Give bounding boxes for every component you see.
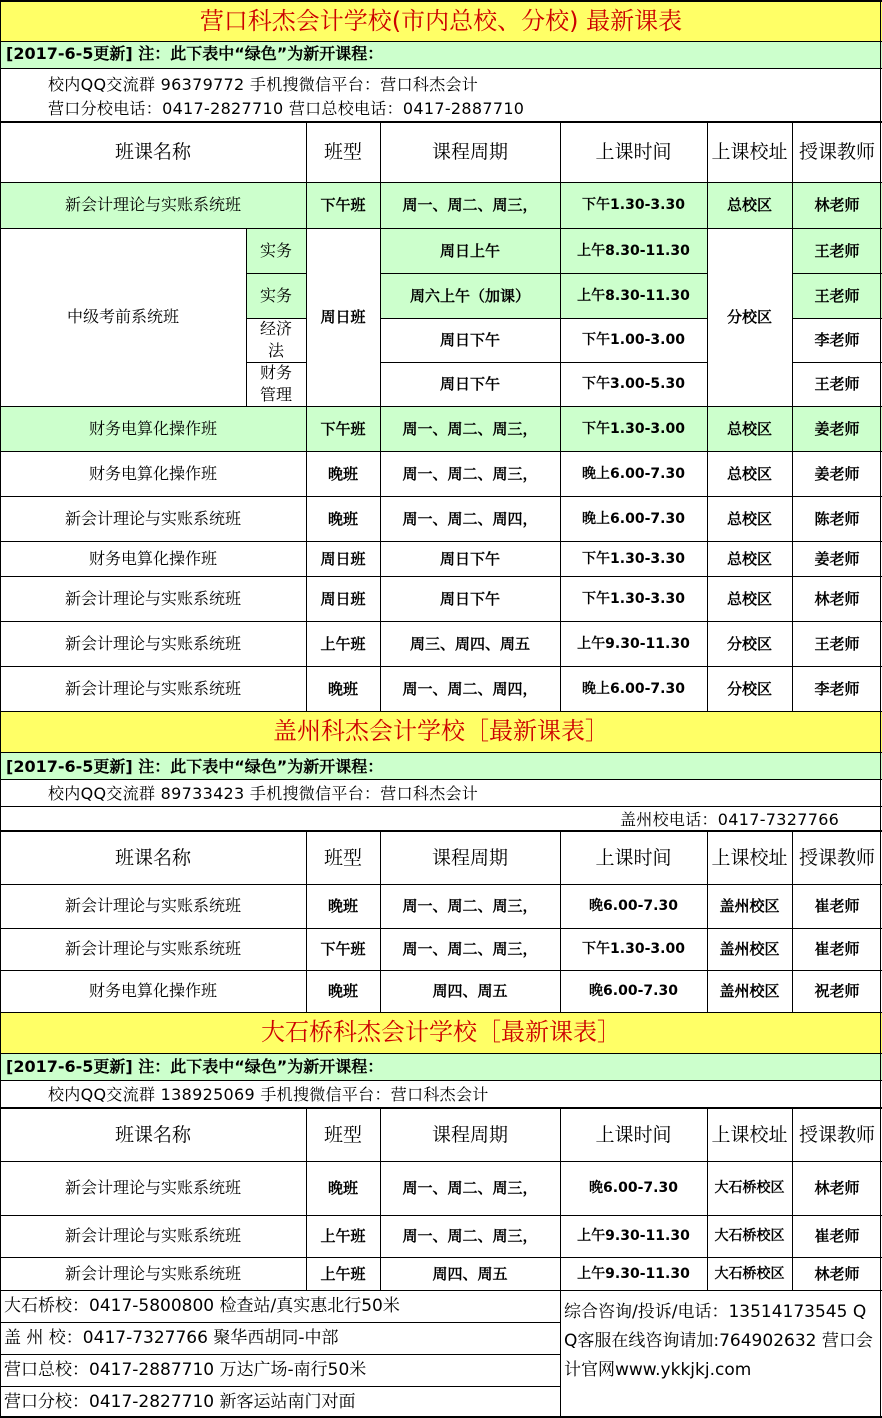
section1-phone-info: 营口分校电话：0417-2827710 营口总校电话：0417-2887710 xyxy=(48,99,525,118)
section2-qq-info: 校内QQ交流群 89733423 手机搜微信平台：营口科杰会计 xyxy=(48,784,479,803)
grid-line xyxy=(0,1386,560,1387)
s2-period-cell: 周一、周二、周三， xyxy=(402,940,538,958)
grid-line xyxy=(0,621,882,622)
s3-site-cell: 大石桥校区 xyxy=(714,1180,785,1196)
mid-teacher-cell: 李老师 xyxy=(814,331,860,349)
mid-time-cell: 上午8.30-11.30 xyxy=(577,242,690,259)
mid-subject-cell: 经济法 xyxy=(259,319,292,360)
grid-line xyxy=(0,970,882,971)
s3-type-cell: 上午班 xyxy=(320,1227,366,1245)
grid-line xyxy=(792,831,793,1012)
s1-site-cell: 分校区 xyxy=(726,634,772,653)
s3-teacher-cell: 林老师 xyxy=(814,1264,860,1283)
s1-time-cell: 下午1.30-3.30 xyxy=(582,550,685,567)
grid-line xyxy=(0,1322,560,1323)
footer-line-gaizhou: 盖 州 校：0417-7327766 聚华西胡同-中部 xyxy=(4,1328,339,1348)
grid-line xyxy=(246,228,247,406)
s3-period-cell: 周一、周二、周三， xyxy=(402,1227,538,1245)
s2-site-cell: 盖州校区 xyxy=(719,897,780,915)
mid-teacher-cell: 王老师 xyxy=(814,375,860,393)
table-row xyxy=(0,318,882,362)
table-row xyxy=(0,182,882,228)
mid-subject-cell: 实务 xyxy=(259,285,292,305)
section2-update-note: [2017-6-5更新] 注：此下表中“绿色”为新开课程： xyxy=(6,757,384,776)
s2-type-cell: 晚班 xyxy=(327,897,358,915)
grid-line xyxy=(0,1053,882,1054)
s1-type-cell: 周日班 xyxy=(320,549,366,568)
s2-site-cell: 盖州校区 xyxy=(719,940,780,958)
s1-type-cell: 晚班 xyxy=(327,679,358,698)
mid-subject-cell: 财务管理 xyxy=(259,363,292,404)
grid-line xyxy=(792,1108,793,1290)
grid-line xyxy=(306,1108,307,1290)
grid-line xyxy=(707,831,708,1012)
table-row xyxy=(0,362,882,406)
table-row xyxy=(0,496,882,541)
s2-header-class-type: 班型 xyxy=(323,846,362,869)
s2-period-cell: 周一、周二、周三， xyxy=(402,897,538,915)
table-row xyxy=(0,451,882,496)
grid-line xyxy=(880,0,881,1418)
s3-header-teacher: 授课教师 xyxy=(798,1123,875,1146)
s1-teacher-cell: 林老师 xyxy=(814,196,860,214)
grid-line xyxy=(0,68,882,69)
grid-line xyxy=(0,884,882,885)
s3-time-cell: 上午9.30-11.30 xyxy=(577,1265,690,1282)
s1-period-cell: 周日下午 xyxy=(439,549,500,568)
grid-line xyxy=(0,451,882,452)
section1-title: 营口科杰会计学校(市内总校、分校) 最新课表 xyxy=(199,7,683,35)
footer-contact-info: 综合咨询/投诉/电话：13514173545 QQ客服在线咨询请加:764902632 营口会计官网www.ykkjkj.com xyxy=(564,1302,873,1380)
section1-update-note: [2017-6-5更新] 注：此下表中“绿色”为新开课程： xyxy=(6,44,384,63)
grid-line xyxy=(0,576,882,577)
grid-line xyxy=(246,273,306,274)
table-row xyxy=(0,228,882,273)
grid-line xyxy=(560,831,561,1012)
grid-line xyxy=(0,182,882,183)
s1-site-cell: 总校区 xyxy=(726,589,772,608)
grid-line xyxy=(0,830,882,832)
section2-title: 盖州科杰会计学校［最新课表］ xyxy=(273,717,609,745)
s1-period-cell: 周一、周二、周三， xyxy=(402,464,538,483)
mid-teacher-cell: 王老师 xyxy=(814,286,860,305)
s1-header-time: 上课时间 xyxy=(595,141,672,163)
s3-period-cell: 周一、周二、周三， xyxy=(402,1179,538,1197)
footer-line-dashiqiao: 大石桥校：0417-5800800 检查站/真实惠北行50米 xyxy=(4,1296,400,1316)
grid-line xyxy=(0,806,882,807)
s1-name-cell: 财务电算化操作班 xyxy=(88,418,217,438)
s1-time-cell: 晚上6.00-7.30 xyxy=(582,510,685,527)
table-row xyxy=(0,406,882,451)
s1-header-class-type: 班型 xyxy=(323,141,362,163)
grid-line xyxy=(0,779,882,780)
grid-line xyxy=(0,1107,882,1109)
s2-header-course-name: 班课名称 xyxy=(114,846,191,869)
s1-period-cell: 周一、周二、周四， xyxy=(402,679,538,698)
s1-time-cell: 下午1.30-3.00 xyxy=(582,420,685,437)
s2-name-cell: 新会计理论与实账系统班 xyxy=(64,896,241,915)
mid-time-cell: 上午8.30-11.30 xyxy=(577,287,690,304)
grid-line xyxy=(380,831,381,1012)
s1-period-cell: 周一、周二、周三， xyxy=(402,196,538,214)
s2-type-cell: 晚班 xyxy=(327,982,358,1000)
s3-site-cell: 大石桥校区 xyxy=(714,1228,785,1244)
grid-line xyxy=(707,1108,708,1290)
footer-line-yingkou-main: 营口总校：0417-2887710 万达广场-南行50米 xyxy=(4,1360,367,1380)
s1-header-period: 课程周期 xyxy=(431,141,508,163)
s1-teacher-cell: 王老师 xyxy=(814,634,860,653)
s3-type-cell: 晚班 xyxy=(327,1179,358,1197)
s3-time-cell: 上午9.30-11.30 xyxy=(577,1228,690,1244)
grid-line xyxy=(560,1290,561,1418)
table-row xyxy=(0,1161,882,1215)
mid-course-type: 周日班 xyxy=(320,308,366,326)
s2-time-cell: 晚6.00-7.30 xyxy=(589,983,678,999)
table-row xyxy=(0,541,882,576)
grid-line xyxy=(0,228,882,229)
s3-site-cell: 大石桥校区 xyxy=(714,1265,785,1282)
s2-header-site: 上课校址 xyxy=(711,846,788,869)
grid-line xyxy=(306,831,307,1012)
table-row xyxy=(0,1257,882,1290)
s2-header-period: 课程周期 xyxy=(431,846,508,869)
s3-header-site: 上课校址 xyxy=(711,1123,788,1146)
table-row xyxy=(0,928,882,970)
s1-type-cell: 周日班 xyxy=(320,589,366,608)
s2-teacher-cell: 崔老师 xyxy=(814,940,860,958)
s1-teacher-cell: 林老师 xyxy=(814,589,860,608)
mid-time-cell: 下午1.00-3.00 xyxy=(582,332,685,348)
table-row xyxy=(0,970,882,1012)
grid-line xyxy=(0,406,882,407)
grid-line xyxy=(246,362,306,363)
s3-time-cell: 晚6.00-7.30 xyxy=(589,1180,678,1196)
s2-site-cell: 盖州校区 xyxy=(719,982,780,1000)
grid-line xyxy=(792,122,793,711)
grid-line xyxy=(0,666,882,667)
footer-line-yingkou-branch: 营口分校：0417-2827710 新客运站南门对面 xyxy=(4,1392,356,1412)
grid-line xyxy=(380,1108,381,1290)
grid-line xyxy=(0,1080,882,1081)
s1-type-cell: 晚班 xyxy=(327,464,358,483)
mid-period-cell: 周日下午 xyxy=(439,375,500,393)
s1-type-cell: 下午班 xyxy=(320,419,366,438)
table-row xyxy=(0,273,882,318)
grid-line xyxy=(306,122,307,711)
mid-time-cell: 下午3.00-5.30 xyxy=(582,376,685,392)
s3-period-cell: 周四、周五 xyxy=(432,1264,508,1283)
mid-subject-cell: 实务 xyxy=(259,240,292,260)
section3-title: 大石桥科杰会计学校［最新课表］ xyxy=(261,1018,621,1046)
mid-teacher-cell: 王老师 xyxy=(814,241,860,260)
s1-site-cell: 总校区 xyxy=(726,509,772,528)
section1-qq-info: 校内QQ交流群 96379772 手机搜微信平台：营口科杰会计 xyxy=(48,75,479,94)
s3-type-cell: 上午班 xyxy=(320,1264,366,1283)
s1-period-cell: 周三、周四、周五 xyxy=(409,634,530,653)
s2-teacher-cell: 崔老师 xyxy=(814,897,860,915)
grid-line xyxy=(0,1161,882,1162)
grid-line xyxy=(0,0,1,1418)
s1-type-cell: 上午班 xyxy=(320,634,366,653)
s2-time-cell: 晚6.00-7.30 xyxy=(589,898,678,914)
grid-line xyxy=(0,928,882,929)
grid-line xyxy=(707,122,708,711)
s1-site-cell: 分校区 xyxy=(726,679,772,698)
s2-time-cell: 下午1.30-3.00 xyxy=(582,941,685,957)
s1-teacher-cell: 姜老师 xyxy=(814,549,860,568)
mid-period-cell: 周六上午（加课） xyxy=(409,286,530,305)
s1-period-cell: 周日下午 xyxy=(439,589,500,608)
s1-header-site: 上课校址 xyxy=(711,141,788,163)
grid-line xyxy=(0,541,882,542)
s1-time-cell: 下午1.30-3.30 xyxy=(582,197,685,213)
grid-line xyxy=(380,273,707,274)
grid-line xyxy=(0,1257,882,1258)
s3-teacher-cell: 林老师 xyxy=(814,1179,860,1197)
s1-time-cell: 晚上6.00-7.30 xyxy=(582,465,685,482)
grid-line xyxy=(792,318,882,319)
s1-time-cell: 上午9.30-11.30 xyxy=(577,635,690,652)
s1-name-cell: 新会计理论与实账系统班 xyxy=(64,508,241,528)
s1-site-cell: 总校区 xyxy=(726,549,772,568)
s1-teacher-cell: 姜老师 xyxy=(814,419,860,438)
section2-phone-info: 盖州校电话：0417-7327766 xyxy=(620,810,840,829)
grid-line xyxy=(0,1354,560,1355)
grid-line xyxy=(0,0,882,2)
s2-teacher-cell: 祝老师 xyxy=(814,982,860,1000)
s1-teacher-cell: 李老师 xyxy=(814,679,860,698)
s1-name-cell: 财务电算化操作班 xyxy=(88,463,217,483)
section3-update-note: [2017-6-5更新] 注：此下表中“绿色”为新开课程： xyxy=(6,1057,384,1076)
grid-line xyxy=(0,1012,882,1013)
mid-period-cell: 周日下午 xyxy=(439,331,500,349)
s3-header-time: 上课时间 xyxy=(595,1123,672,1146)
grid-line xyxy=(560,122,561,711)
s3-header-period: 课程周期 xyxy=(431,1123,508,1146)
s1-name-cell: 新会计理论与实账系统班 xyxy=(64,633,241,653)
grid-line xyxy=(0,496,882,497)
s1-name-cell: 新会计理论与实账系统班 xyxy=(64,678,241,698)
grid-line xyxy=(560,1108,561,1290)
grid-line xyxy=(0,121,882,123)
grid-line xyxy=(380,362,707,363)
s1-type-cell: 下午班 xyxy=(320,196,366,214)
s3-name-cell: 新会计理论与实账系统班 xyxy=(64,1263,241,1283)
s2-name-cell: 新会计理论与实账系统班 xyxy=(64,939,241,958)
s1-name-cell: 新会计理论与实账系统班 xyxy=(64,588,241,608)
table-row xyxy=(0,621,882,666)
s1-teacher-cell: 陈老师 xyxy=(814,509,860,528)
grid-line xyxy=(246,318,306,319)
s2-header-time: 上课时间 xyxy=(595,846,672,869)
s1-site-cell: 总校区 xyxy=(726,196,772,214)
table-row xyxy=(0,666,882,711)
s1-header-course-name: 班课名称 xyxy=(114,141,191,163)
grid-line xyxy=(0,1290,882,1291)
grid-line xyxy=(380,318,707,319)
table-row xyxy=(0,576,882,621)
s1-header-teacher: 授课教师 xyxy=(798,141,875,163)
grid-line xyxy=(380,122,381,711)
table-row xyxy=(0,884,882,928)
s1-name-cell: 新会计理论与实账系统班 xyxy=(64,195,241,214)
s1-teacher-cell: 姜老师 xyxy=(814,464,860,483)
s3-teacher-cell: 崔老师 xyxy=(814,1227,860,1245)
s1-time-cell: 晚上6.00-7.30 xyxy=(582,680,685,697)
mid-course-site: 分校区 xyxy=(726,308,772,326)
s3-header-course-name: 班课名称 xyxy=(114,1123,191,1146)
s1-site-cell: 总校区 xyxy=(726,464,772,483)
grid-line xyxy=(792,362,882,363)
s1-time-cell: 下午1.30-3.30 xyxy=(582,590,685,607)
s3-name-cell: 新会计理论与实账系统班 xyxy=(64,1226,241,1245)
mid-period-cell: 周日上午 xyxy=(439,241,500,260)
grid-line xyxy=(0,711,882,712)
grid-line xyxy=(0,41,882,42)
mid-course-name: 中级考前系统班 xyxy=(66,307,179,326)
s2-type-cell: 下午班 xyxy=(320,940,366,958)
s1-period-cell: 周一、周二、周三， xyxy=(402,419,538,438)
table-row xyxy=(0,1215,882,1257)
s2-name-cell: 财务电算化操作班 xyxy=(88,981,217,1000)
s1-type-cell: 晚班 xyxy=(327,509,358,528)
s3-header-class-type: 班型 xyxy=(323,1123,362,1146)
grid-line xyxy=(0,752,882,753)
grid-line xyxy=(792,273,882,274)
s3-name-cell: 新会计理论与实账系统班 xyxy=(64,1178,241,1197)
section3-qq-info: 校内QQ交流群 138925069 手机搜微信平台：营口科杰会计 xyxy=(48,1085,489,1104)
grid-line xyxy=(0,1215,882,1216)
s1-period-cell: 周一、周二、周四， xyxy=(402,509,538,528)
s2-header-teacher: 授课教师 xyxy=(798,846,875,869)
s2-period-cell: 周四、周五 xyxy=(432,982,508,1000)
s1-name-cell: 财务电算化操作班 xyxy=(88,548,217,568)
s1-site-cell: 总校区 xyxy=(726,419,772,438)
